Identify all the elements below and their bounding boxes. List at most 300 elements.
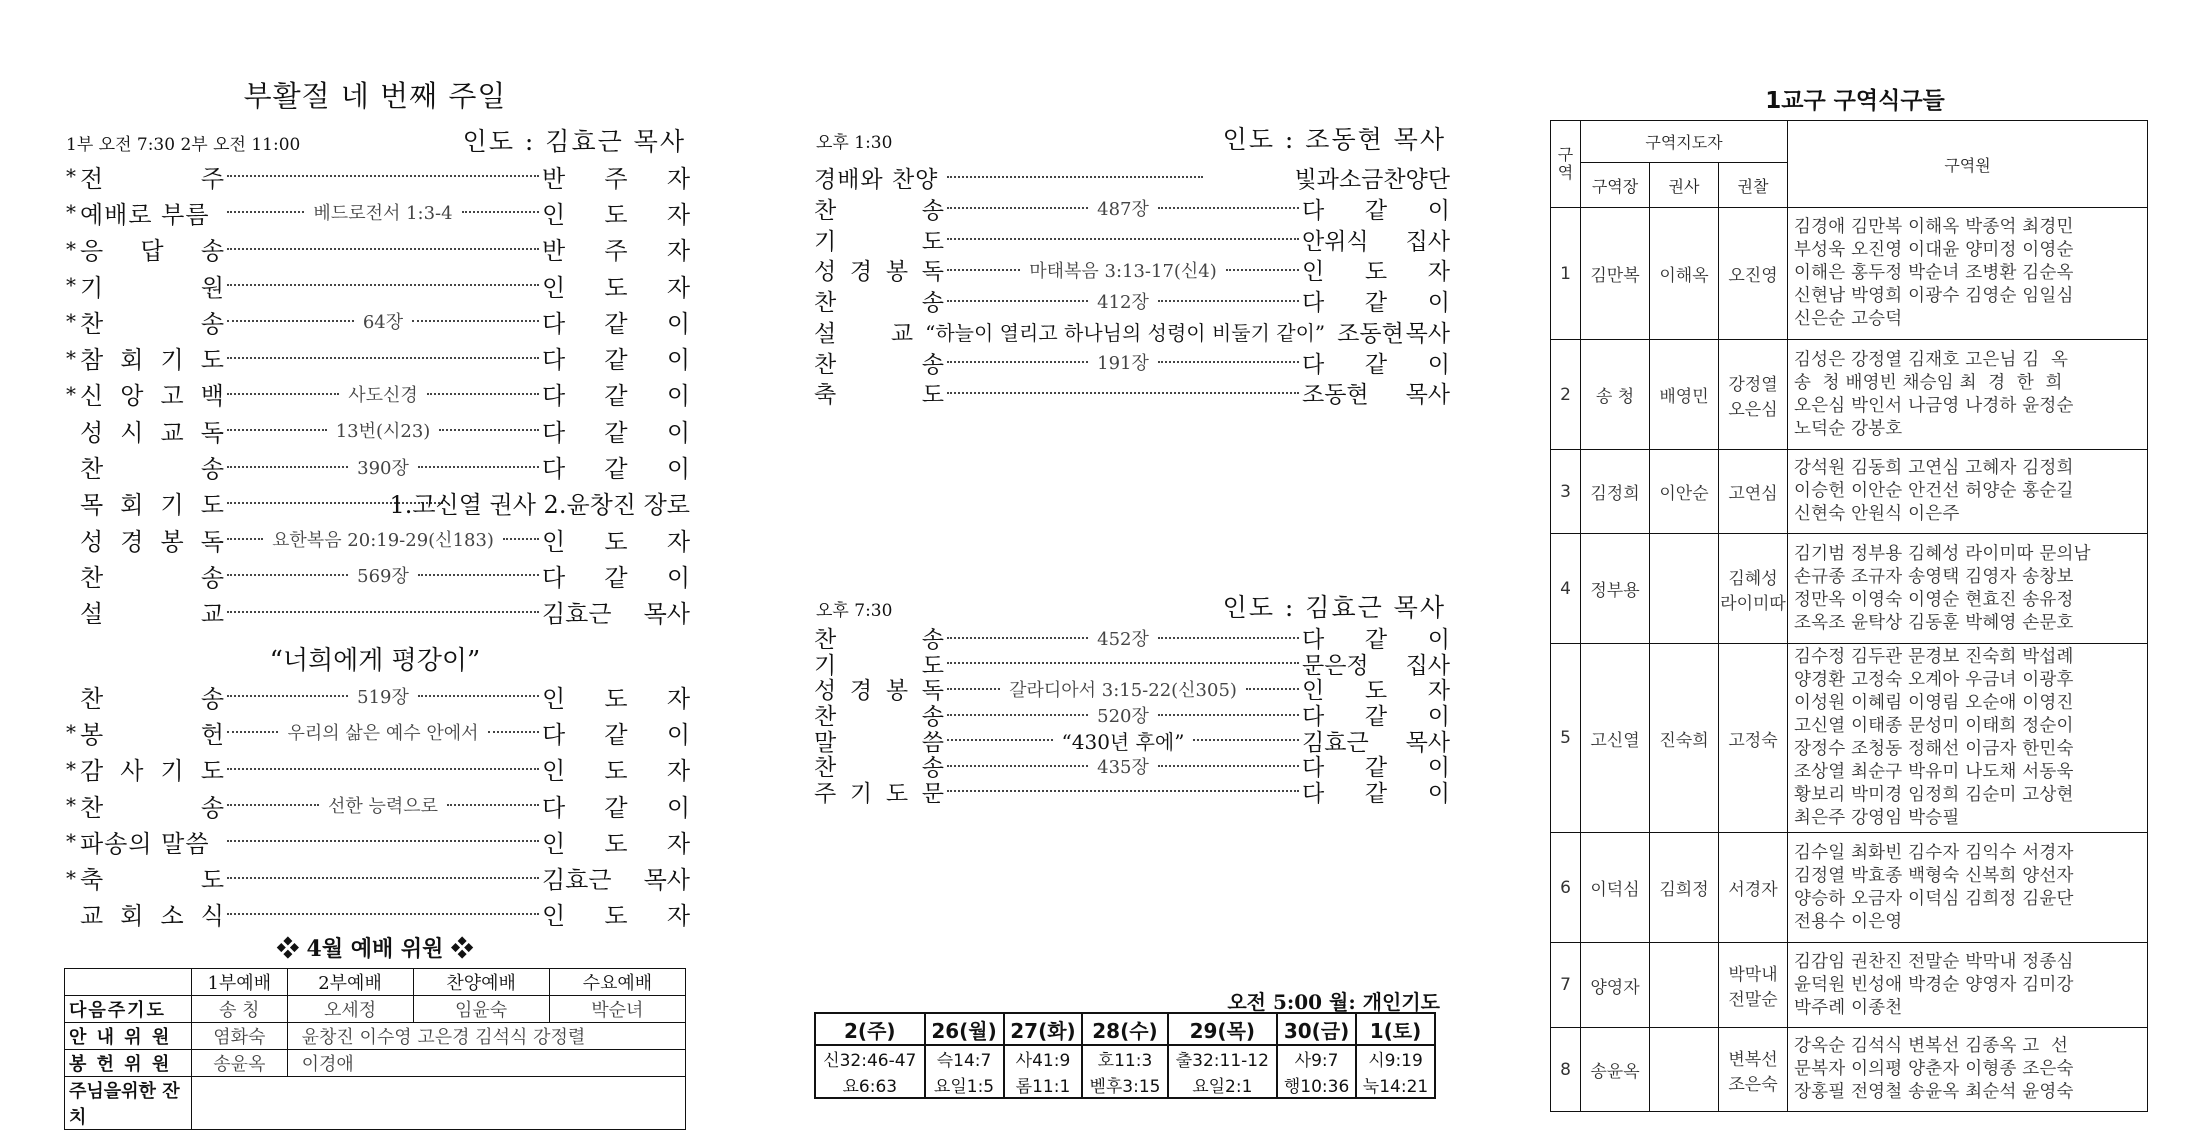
worship-item-name: 찬 송 xyxy=(80,455,224,484)
reading-passage: 요6:63 xyxy=(815,1071,925,1098)
district-row xyxy=(1551,450,2148,534)
roles-cell: 박순녀 xyxy=(549,996,685,1023)
worship-item-leader: 김효근 목사 xyxy=(542,600,690,629)
worship-item-detail: “하늘이 열리고 하나님의 성령이 비둘기 같이” xyxy=(925,320,1326,345)
reading-passage: 사41:9 xyxy=(1004,1045,1083,1071)
dot-leader xyxy=(1158,207,1299,209)
district-row xyxy=(1551,208,2148,340)
dot-leader xyxy=(227,574,348,576)
worship-item-name: 설 교 xyxy=(80,600,224,629)
member-line: 장정수 조청동 정해선 이금자 한민숙 xyxy=(1794,739,2074,759)
district-number: 7 xyxy=(1551,943,1581,1028)
dot-leader xyxy=(227,466,348,468)
worship-item-name: 교 회 소 식 xyxy=(80,902,224,931)
roles-row-label: 봉 헌 위 원 xyxy=(65,1050,192,1077)
worship-item-leader: 인 도 자 xyxy=(542,902,690,931)
standing-mark: * xyxy=(66,865,76,890)
worship-item xyxy=(60,448,690,484)
district-members xyxy=(1788,943,2148,1028)
reading-day: 27(화) xyxy=(1004,1013,1083,1045)
member-line: 박주례 이종천 xyxy=(1794,997,1903,1018)
dot-leader xyxy=(227,357,539,359)
worship-item-name: 참 회 기 도 xyxy=(80,346,224,375)
afternoon-leader: 인도 : 조동현 목사 xyxy=(1222,125,1446,154)
worship-item-leader: 1.고신열 권사 2.윤창진 장로 xyxy=(389,491,690,520)
dot-leader xyxy=(1158,637,1299,639)
worship-item-name: 찬 송 xyxy=(814,290,944,317)
district-col-header: 구역 xyxy=(1551,121,1581,208)
bible-reading-table xyxy=(814,1012,1436,1099)
worship-item-leader: 인 도 자 xyxy=(1302,259,1451,286)
dot-leader xyxy=(1193,739,1299,741)
worship-item-detail: 452장 xyxy=(1097,628,1149,650)
districts-table xyxy=(1550,120,2148,1112)
dot-leader xyxy=(227,320,354,322)
reading-passage: 호11:3 xyxy=(1082,1045,1167,1071)
worship-item-leader: 인 도 자 xyxy=(542,527,690,556)
worship-item-name: 찬 송 xyxy=(80,309,224,338)
roles-title: ❖ 4월 예배 위원 ❖ xyxy=(276,936,474,962)
worship-item-leader: 인 도 자 xyxy=(542,684,690,713)
worship-item-leader: 반 주 자 xyxy=(542,164,690,193)
afternoon-order xyxy=(810,162,1450,408)
roles-header: 2부예배 xyxy=(287,969,413,996)
worship-item-detail: 사도신경 xyxy=(348,384,418,406)
district-kwonchal xyxy=(1719,534,1788,644)
dot-leader xyxy=(227,429,327,431)
worship-item-leader: 인 도 자 xyxy=(542,273,690,302)
worship-item xyxy=(60,158,690,194)
member-line: 양경환 고정숙 오계아 우금녀 이광후 xyxy=(1794,670,2074,690)
reading-passage: 눅14:21 xyxy=(1356,1071,1435,1098)
dot-leader xyxy=(1158,714,1299,716)
dot-leader xyxy=(462,211,539,213)
roles-cell: 송윤옥 xyxy=(192,1050,288,1077)
district-number: 1 xyxy=(1551,208,1581,340)
dot-leader xyxy=(227,877,539,879)
roles-cell: 송 칭 xyxy=(192,996,288,1023)
worship-item-leader: 다 같 이 xyxy=(542,346,690,375)
dot-leader xyxy=(947,361,1088,363)
roles-corner xyxy=(65,969,192,996)
kwonchal-name: 서경자 xyxy=(1728,880,1778,900)
worship-item-leader: 다 같 이 xyxy=(1302,627,1450,654)
worship-item xyxy=(60,557,690,593)
district-row xyxy=(1551,534,2148,644)
district-members xyxy=(1788,1028,2148,1112)
district-kwonchal xyxy=(1719,833,1788,943)
dot-leader xyxy=(947,238,1299,240)
worship-item xyxy=(60,751,690,787)
roles-cell: 염화숙 xyxy=(192,1023,288,1050)
district-members xyxy=(1788,644,2148,833)
reading-day: 1(토) xyxy=(1356,1013,1435,1045)
member-line: 정만옥 이영숙 이영순 현효진 송유정 xyxy=(1794,589,2074,610)
worship-item xyxy=(810,285,1450,316)
dot-leader xyxy=(1246,688,1299,690)
worship-item xyxy=(60,678,690,714)
evening-header xyxy=(810,588,1450,622)
district-kwonsa: 배영민 xyxy=(1650,340,1719,450)
standing-mark: * xyxy=(66,236,76,261)
kwonchal-name: 고연심 xyxy=(1728,484,1778,504)
service-title: 부활절 네 번째 주일 xyxy=(243,79,507,113)
worship-item-detail: 요한복음 20:19-29(신183) xyxy=(272,530,494,552)
district-number: 2 xyxy=(1551,340,1581,450)
member-line: 문복자 이의평 양춘자 이형종 조은숙 xyxy=(1794,1059,2074,1079)
member-line: 강석원 김동희 고연심 고혜자 김정희 xyxy=(1794,458,2074,478)
worship-item-name: 전 주 xyxy=(80,164,224,193)
worship-item-name: 찬 송 xyxy=(814,627,944,654)
worship-item xyxy=(60,714,690,750)
member-line: 김성은 강정열 김재호 고은님 김 옥 xyxy=(1794,349,2069,370)
district-kwonsa: 김희정 xyxy=(1650,833,1719,943)
dot-leader xyxy=(947,714,1088,716)
district-leader: 양영자 xyxy=(1581,943,1650,1028)
worship-item xyxy=(810,193,1450,224)
leader-col-header: 구역장 xyxy=(1581,163,1650,208)
worship-item-name: 파송의 말씀 xyxy=(80,829,210,858)
morning-service-panel xyxy=(60,0,690,1140)
worship-item xyxy=(60,594,690,630)
standing-mark: * xyxy=(66,273,76,298)
reading-passage: 슥14:7 xyxy=(925,1045,1004,1071)
member-line: 손규종 조규자 송영택 김영자 송창보 xyxy=(1794,566,2074,587)
worship-item xyxy=(810,224,1450,255)
member-line: 김수일 최화빈 김수자 김익수 서경자 xyxy=(1794,842,2074,863)
worship-item-leader: 인 도 자 xyxy=(542,757,690,786)
worship-item-name: 경배와 찬양 xyxy=(814,166,939,193)
member-line: 김감임 권찬진 전말순 박막내 정종심 xyxy=(1794,951,2074,972)
district-kwonsa: 진숙희 xyxy=(1650,644,1719,833)
worship-item xyxy=(810,779,1450,805)
member-line: 이승헌 이안순 안건선 허양순 홍순길 xyxy=(1794,481,2074,501)
evening-leader: 인도 : 김효근 목사 xyxy=(1222,593,1446,622)
worship-item-detail: 우리의 삶은 예수 안에서 xyxy=(287,723,479,745)
district-members xyxy=(1788,534,2148,644)
worship-item xyxy=(60,896,690,932)
evening-time: 오후 7:30 xyxy=(816,601,893,621)
dot-leader xyxy=(947,739,1053,741)
worship-item-leader: 다 같 이 xyxy=(1302,755,1450,782)
district-number: 3 xyxy=(1551,450,1581,534)
worship-item-detail: 191장 xyxy=(1097,353,1149,375)
standing-mark: * xyxy=(66,345,76,370)
member-line: 조상열 최순구 박유미 나도채 서동욱 xyxy=(1794,762,2074,782)
worship-item-name: 축 도 xyxy=(80,866,224,895)
dot-leader xyxy=(227,768,539,770)
worship-item-leader: 다 같 이 xyxy=(542,455,690,484)
worship-item-detail: 베드로전서 1:3-4 xyxy=(313,203,453,225)
afternoon-evening-panel xyxy=(810,0,1450,1140)
district-number: 8 xyxy=(1551,1028,1581,1112)
member-line: 신현남 박영희 이광수 김영순 임일심 xyxy=(1794,286,2074,306)
worship-item-detail: 390장 xyxy=(357,457,409,479)
worship-item-leader: 조동현 목사 xyxy=(1302,382,1450,409)
member-line: 이성원 이혜림 이영림 오순애 이영진 xyxy=(1794,693,2074,713)
district-row xyxy=(1551,943,2148,1028)
worship-item xyxy=(60,267,690,303)
worship-item-name: 성 경 봉 독 xyxy=(80,527,224,556)
member-line: 최은주 강영임 박승필 xyxy=(1794,808,1960,828)
member-line: 김기범 정부용 김혜성 라이미따 문의남 xyxy=(1794,543,2091,564)
dot-leader xyxy=(947,176,1203,178)
worship-item-detail: 선한 능력으로 xyxy=(327,796,439,818)
worship-item-name: 신 앙 고 백 xyxy=(80,382,224,411)
worship-item xyxy=(60,303,690,339)
worship-item xyxy=(60,787,690,823)
dot-leader xyxy=(488,731,539,733)
dot-leader xyxy=(1226,269,1299,271)
reading-day: 26(월) xyxy=(925,1013,1004,1045)
worship-item-name: 성 경 봉 독 xyxy=(814,259,944,286)
dot-leader xyxy=(227,175,539,177)
members-header: 구역원 xyxy=(1788,121,2148,208)
worship-item-name: 기 도 xyxy=(814,228,944,255)
district-kwonchal xyxy=(1719,644,1788,833)
worship-item-name: 성 시 교 독 xyxy=(80,418,224,447)
worship-item-detail: 435장 xyxy=(1097,756,1149,778)
worship-item xyxy=(810,254,1450,285)
worship-item xyxy=(60,823,690,859)
member-line: 김경애 김만복 이해옥 박종억 최경민 xyxy=(1794,217,2074,237)
sermon-title: “너희에게 평강이” xyxy=(269,646,481,676)
member-line: 김수정 김두관 문경보 진숙희 박섭례 xyxy=(1794,647,2074,667)
worship-item-leader: 다 같 이 xyxy=(542,382,690,411)
kwonchal-name: 전말순 xyxy=(1728,990,1778,1010)
worship-item-name: 설 교 xyxy=(814,320,914,347)
reading-passage: 요일2:1 xyxy=(1168,1071,1278,1098)
worship-item-name: 주 기 도 문 xyxy=(814,780,944,807)
district-leader: 송윤옥 xyxy=(1581,1028,1650,1112)
worship-item-detail: 412장 xyxy=(1097,291,1149,313)
evening-order xyxy=(810,625,1451,807)
dot-leader xyxy=(418,574,539,576)
worship-item-name: 축 도 xyxy=(814,382,944,409)
district-kwonchal xyxy=(1719,450,1788,534)
worship-item-leader: 다 같 이 xyxy=(542,418,691,447)
member-line: 황보리 박미경 임정희 김순미 고상현 xyxy=(1794,785,2074,805)
roles-row-label: 주님을위한 잔치 xyxy=(65,1077,192,1130)
worship-item-name: 예배로 부름 xyxy=(80,200,210,229)
member-line: 송 청 배영빈 채승임 최 경 한 희 xyxy=(1794,372,2063,393)
worship-item-leader: 다 같 이 xyxy=(542,309,691,338)
dot-leader xyxy=(947,790,1299,792)
kwonchal-name: 오진영 xyxy=(1728,266,1778,286)
order-of-worship-part2 xyxy=(60,678,690,932)
dot-leader xyxy=(227,913,539,915)
roles-cell: 오세정 xyxy=(287,996,413,1023)
worship-item-leader: 다 같 이 xyxy=(542,563,690,592)
reading-passage: 출32:11-12 xyxy=(1168,1045,1278,1071)
dot-leader xyxy=(947,269,1020,271)
dot-leader xyxy=(427,393,539,395)
kwonchal-name: 오은심 xyxy=(1728,399,1778,420)
dot-leader xyxy=(418,695,539,697)
district-row xyxy=(1551,1028,2148,1112)
member-line: 조옥조 윤탁상 김동훈 박혜영 손문호 xyxy=(1794,612,2074,633)
worship-item-name: 응 답 송 xyxy=(80,237,224,266)
district-number: 6 xyxy=(1551,833,1581,943)
dot-leader xyxy=(947,207,1088,209)
member-line: 전용수 이은영 xyxy=(1794,911,1903,932)
worship-item-leader: 김효근 목사 xyxy=(542,866,690,895)
worship-item-leader: 다 같 이 xyxy=(1302,704,1450,731)
kwonchal-name: 김혜성 xyxy=(1728,568,1778,589)
kwonchal-name: 박막내 xyxy=(1728,965,1778,985)
district-row xyxy=(1551,833,2148,943)
roles-row-label: 안 내 위 원 xyxy=(65,1023,192,1050)
district-leader: 정부용 xyxy=(1581,534,1650,644)
dot-leader xyxy=(227,248,539,250)
reading-passage: 요일1:5 xyxy=(925,1071,1004,1098)
dot-leader xyxy=(418,466,539,468)
standing-mark: * xyxy=(66,309,76,334)
kwonsa-col-header: 권사 xyxy=(1650,163,1719,208)
district-number: 4 xyxy=(1551,534,1581,644)
worship-item-detail: 569장 xyxy=(357,566,409,588)
morning-header xyxy=(60,122,690,156)
roles-row-label: 다음주기도 xyxy=(65,996,192,1023)
district-members xyxy=(1788,833,2148,943)
dot-leader xyxy=(1158,361,1299,363)
dot-leader xyxy=(447,804,539,806)
district-leader: 김정희 xyxy=(1581,450,1650,534)
worship-item-name: 목 회 기 도 xyxy=(80,491,224,520)
worship-item-leader: 인 도 자 xyxy=(542,200,691,229)
worship-item xyxy=(60,412,690,448)
worship-item xyxy=(810,162,1450,193)
reading-passage: 신32:46-47 xyxy=(815,1045,925,1071)
worship-item xyxy=(810,316,1450,347)
district-leader: 고신열 xyxy=(1581,644,1650,833)
district-row xyxy=(1551,340,2148,450)
district-members xyxy=(1788,450,2148,534)
reading-passage: 행10:36 xyxy=(1277,1071,1356,1098)
dot-leader xyxy=(227,611,539,613)
dot-leader xyxy=(947,392,1299,394)
worship-item-leader: 다 같 이 xyxy=(542,793,690,822)
worship-item-detail: 487장 xyxy=(1097,199,1149,221)
kwonchal-col-header: 권찰 xyxy=(1719,163,1788,208)
member-line: 양승하 오금자 이덕심 김희정 김윤단 xyxy=(1794,888,2074,909)
reading-passage: 사9:7 xyxy=(1277,1045,1356,1071)
worship-item-name: 말 씀 xyxy=(814,729,944,756)
reading-passage: 시9:19 xyxy=(1356,1045,1435,1071)
dot-leader xyxy=(227,538,263,540)
morning-times: 1부 오전 7:30 2부 오전 11:00 xyxy=(66,135,301,155)
dot-leader xyxy=(227,840,539,842)
dot-leader xyxy=(947,765,1088,767)
member-line: 부성욱 오진영 이대윤 양미정 이영순 xyxy=(1794,240,2074,260)
morning-leader: 인도 : 김효근 목사 xyxy=(462,127,686,156)
kwonchal-name: 강정열 xyxy=(1728,374,1778,395)
member-line: 신은순 고승덕 xyxy=(1794,309,1903,329)
worship-item xyxy=(60,485,690,521)
worship-item-name: 성 경 봉 독 xyxy=(814,678,944,705)
afternoon-time: 오후 1:30 xyxy=(816,133,893,153)
district-kwonsa: 이해옥 xyxy=(1650,208,1719,340)
worship-item-leader: 문은정 집사 xyxy=(1302,652,1450,679)
member-line: 윤덕원 빈성애 박경순 양영자 김미강 xyxy=(1794,974,2074,995)
dot-leader xyxy=(227,211,304,213)
dot-leader xyxy=(947,688,1000,690)
worship-item-name: 찬 송 xyxy=(814,755,944,782)
worship-item-detail: 13번(시23) xyxy=(335,421,431,443)
worship-item-name: 찬 송 xyxy=(814,351,944,378)
roles-header: 수요예배 xyxy=(549,969,685,996)
member-line: 김정열 박효종 백형숙 신복희 양선자 xyxy=(1794,865,2074,886)
roles-cell: 윤창진 이수영 고은경 김석식 강정렬 xyxy=(287,1023,685,1050)
dot-leader xyxy=(439,429,539,431)
roles-cell: 이경애 xyxy=(287,1050,685,1077)
worship-item xyxy=(60,339,690,375)
worship-item-leader: 인 도 자 xyxy=(1302,678,1451,705)
district-members-panel xyxy=(1545,0,2165,1140)
worship-item-leader: 반 주 자 xyxy=(542,237,690,266)
worship-item-detail: 갈라디아서 3:15-22(신305) xyxy=(1009,679,1237,701)
worship-item-name: 찬 송 xyxy=(80,563,224,592)
roles-header: 1부예배 xyxy=(192,969,288,996)
member-line: 신현숙 안원식 이은주 xyxy=(1794,504,1960,524)
member-line: 노덕순 강봉호 xyxy=(1794,418,1903,439)
standing-mark: * xyxy=(66,756,76,781)
member-line: 오은심 박인서 나금영 나경하 윤정순 xyxy=(1794,395,2074,416)
district-kwonchal xyxy=(1719,1028,1788,1112)
worship-item xyxy=(60,194,690,230)
reading-day: 2(주) xyxy=(815,1013,925,1045)
reading-passage: 벧후3:15 xyxy=(1082,1071,1167,1098)
dot-leader xyxy=(412,320,539,322)
worship-item-leader: 다 같 이 xyxy=(1302,197,1450,224)
kwonchal-name: 라이미따 xyxy=(1720,593,1786,614)
dawn-prayer-note: 오전 5:00 월: 개인기도 xyxy=(1227,990,1440,1014)
district-members xyxy=(1788,340,2148,450)
member-line: 고신열 이태종 문성미 이태희 정순이 xyxy=(1794,716,2074,736)
district-kwonsa: 이안순 xyxy=(1650,450,1719,534)
dot-leader xyxy=(947,637,1088,639)
worship-item-leader: 인 도 자 xyxy=(542,829,690,858)
dot-leader xyxy=(227,284,539,286)
roles-table xyxy=(64,968,686,1130)
worship-item-name: 찬 송 xyxy=(80,793,224,822)
standing-mark: * xyxy=(66,164,76,189)
worship-item-detail: 520장 xyxy=(1097,705,1149,727)
district-kwonchal xyxy=(1719,943,1788,1028)
dot-leader xyxy=(227,393,339,395)
district-leader: 김만복 xyxy=(1581,208,1650,340)
dot-leader xyxy=(947,300,1088,302)
district-leader: 이덕심 xyxy=(1581,833,1650,943)
worship-item-name: 기 도 xyxy=(814,652,944,679)
worship-item-name: 봉 헌 xyxy=(80,720,224,749)
district-kwonsa xyxy=(1650,1028,1719,1112)
worship-item-leader: 다 같 이 xyxy=(1302,780,1450,807)
district-row xyxy=(1551,644,2148,833)
roles-cell: 임윤숙 xyxy=(413,996,549,1023)
worship-item-detail: 마태복음 3:13-17(신4) xyxy=(1029,260,1217,282)
district-leader: 송 청 xyxy=(1581,340,1650,450)
district-kwonchal xyxy=(1719,208,1788,340)
districts-title: 1교구 구역식구들 xyxy=(1765,88,1945,114)
worship-item-detail: “430년 후에” xyxy=(1061,729,1185,754)
reading-day: 30(금) xyxy=(1277,1013,1356,1045)
worship-item-leader: 조동현 목사 xyxy=(1337,320,1450,347)
worship-item-detail: 519장 xyxy=(357,687,409,709)
worship-item-name: 찬 송 xyxy=(80,684,224,713)
roles-header: 찬양예배 xyxy=(413,969,549,996)
worship-item-leader: 다 같 이 xyxy=(1302,351,1450,378)
